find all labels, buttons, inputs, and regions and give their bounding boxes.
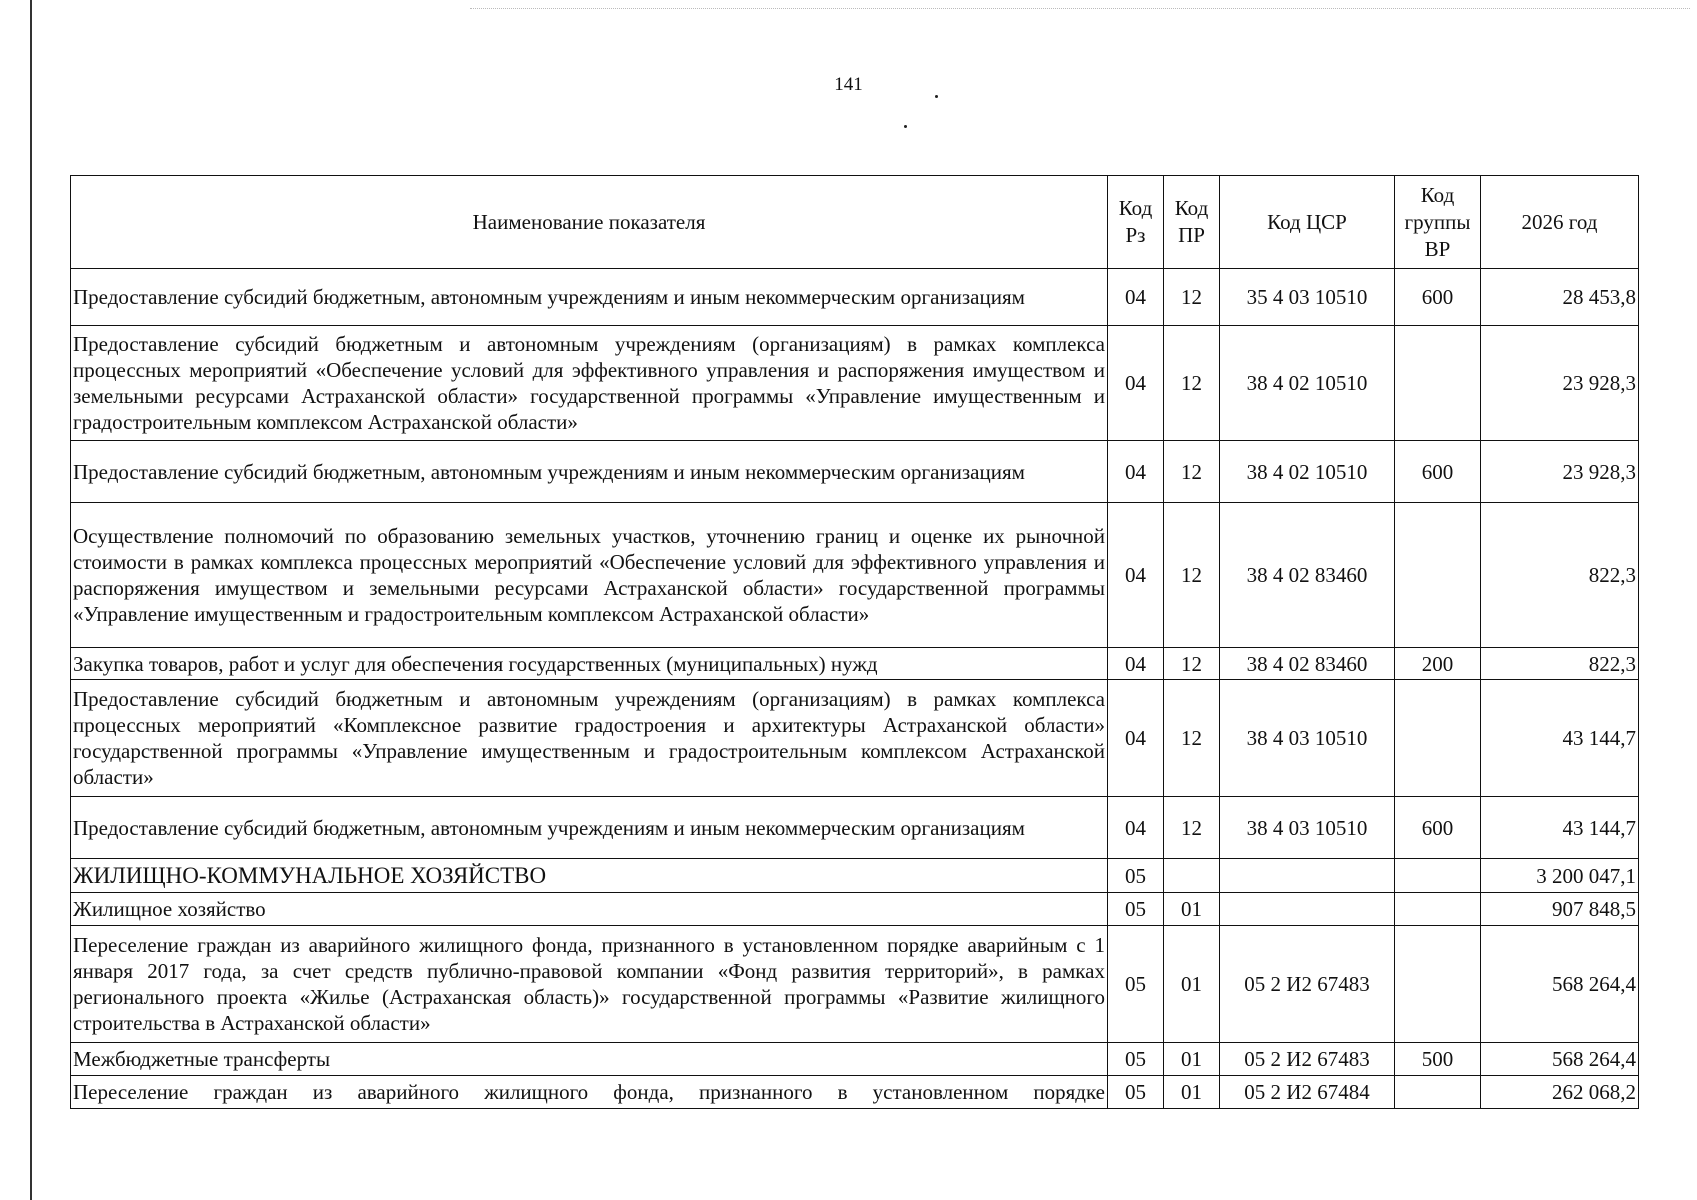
table-row (71, 269, 1639, 326)
row-csr: 05 2 И2 67483 (1220, 926, 1395, 1043)
table-header-row (71, 176, 1639, 269)
row-csr: 38 4 02 10510 (1220, 441, 1395, 503)
scan-left-edge (30, 0, 32, 1200)
row-pr: 12 (1164, 441, 1220, 503)
row-vr: 200 (1395, 648, 1481, 680)
scan-speck (904, 125, 907, 128)
row-amount: 262 068,2 (1481, 1076, 1639, 1109)
row-rz: 04 (1108, 269, 1164, 326)
row-vr (1395, 859, 1481, 893)
row-vr: 600 (1395, 441, 1481, 503)
budget-table (70, 175, 1639, 1109)
row-name: ЖИЛИЩНО-КОММУНАЛЬНОЕ ХОЗЯЙСТВО (71, 859, 1108, 893)
row-csr: 38 4 02 10510 (1220, 326, 1395, 441)
table-row (71, 859, 1639, 893)
row-name: Предоставление субсидий бюджетным, автономным учреждениям и иным некоммерческим организациям (71, 797, 1108, 859)
row-amount: 568 264,4 (1481, 926, 1639, 1043)
row-pr: 12 (1164, 269, 1220, 326)
row-pr: 01 (1164, 1076, 1220, 1109)
row-name: Предоставление субсидий бюджетным, автономным учреждениям и иным некоммерческим организациям (71, 441, 1108, 503)
row-name: Предоставление субсидий бюджетным, автономным учреждениям и иным некоммерческим организациям (71, 269, 1108, 326)
row-name: Жилищное хозяйство (71, 893, 1108, 926)
row-vr (1395, 1076, 1481, 1109)
page-number: 141 (834, 74, 863, 95)
table-row (71, 680, 1639, 797)
row-vr (1395, 893, 1481, 926)
row-csr: 05 2 И2 67483 (1220, 1043, 1395, 1076)
row-pr (1164, 859, 1220, 893)
row-name: Осуществление полномочий по образованию земельных участков, уточнению границ и оценке их рыночной стоимости в рамках комплекса процессных мероприятий «Обеспечение условий для эффективного управления и распоряжения имуществом и земельными ресурсами Астраханской области» государственной программы «Управление имущественным и градостроительным комплексом Астраханской области» (71, 503, 1108, 648)
table-row (71, 926, 1639, 1043)
row-rz: 04 (1108, 326, 1164, 441)
row-name: Закупка товаров, работ и услуг для обеспечения государственных (муниципальных) нужд (71, 648, 1108, 680)
row-csr: 35 4 03 10510 (1220, 269, 1395, 326)
row-pr: 12 (1164, 503, 1220, 648)
row-amount: 3 200 047,1 (1481, 859, 1639, 893)
table-row (71, 1043, 1639, 1076)
row-csr: 38 4 02 83460 (1220, 503, 1395, 648)
row-vr: 500 (1395, 1043, 1481, 1076)
row-pr: 12 (1164, 326, 1220, 441)
table-row (71, 503, 1639, 648)
row-rz: 04 (1108, 797, 1164, 859)
header-rz: Код Рз (1108, 176, 1164, 269)
row-pr: 01 (1164, 893, 1220, 926)
row-pr: 01 (1164, 1043, 1220, 1076)
row-amount: 907 848,5 (1481, 893, 1639, 926)
row-csr: 05 2 И2 67484 (1220, 1076, 1395, 1109)
table-row (71, 1076, 1639, 1109)
row-vr (1395, 503, 1481, 648)
row-csr: 38 4 03 10510 (1220, 797, 1395, 859)
row-amount: 28 453,8 (1481, 269, 1639, 326)
row-rz: 05 (1108, 926, 1164, 1043)
row-name: Предоставление субсидий бюджетным и автономным учреждениям (организациям) в рамках комплекса процессных мероприятий «Обеспечение условий для эффективного управления и распоряжения имуществом и земельными ресурсами Астраханской области» государственной программы «Управление имущественным и градостроительным комплексом Астраханской области» (71, 326, 1108, 441)
row-rz: 05 (1108, 893, 1164, 926)
table-row (71, 441, 1639, 503)
row-vr (1395, 680, 1481, 797)
row-vr (1395, 326, 1481, 441)
row-rz: 04 (1108, 503, 1164, 648)
header-csr: Код ЦСР (1220, 176, 1395, 269)
row-name: Межбюджетные трансферты (71, 1043, 1108, 1076)
row-rz: 05 (1108, 1076, 1164, 1109)
row-amount: 23 928,3 (1481, 441, 1639, 503)
row-pr: 01 (1164, 926, 1220, 1043)
row-amount: 43 144,7 (1481, 797, 1639, 859)
header-year: 2026 год (1481, 176, 1639, 269)
row-rz: 04 (1108, 441, 1164, 503)
row-amount: 43 144,7 (1481, 680, 1639, 797)
row-amount: 822,3 (1481, 503, 1639, 648)
row-rz: 05 (1108, 859, 1164, 893)
row-vr (1395, 926, 1481, 1043)
row-csr (1220, 859, 1395, 893)
row-pr: 12 (1164, 648, 1220, 680)
row-pr: 12 (1164, 680, 1220, 797)
table-row (71, 797, 1639, 859)
row-amount: 23 928,3 (1481, 326, 1639, 441)
row-name: Переселение граждан из аварийного жилищного фонда, признанного в установленном порядке (71, 1076, 1108, 1109)
table-row (71, 893, 1639, 926)
row-name: Предоставление субсидий бюджетным и автономным учреждениям (организациям) в рамках комплекса процессных мероприятий «Комплексное развитие градостроения и архитектуры Астраханской области» государственной программы «Управление имущественным и градостроительным комплексом Астраханской области» (71, 680, 1108, 797)
row-vr: 600 (1395, 797, 1481, 859)
row-rz: 05 (1108, 1043, 1164, 1076)
header-vr: Код группы ВР (1395, 176, 1481, 269)
row-pr: 12 (1164, 797, 1220, 859)
row-vr: 600 (1395, 269, 1481, 326)
row-csr: 38 4 03 10510 (1220, 680, 1395, 797)
header-pr: Код ПР (1164, 176, 1220, 269)
row-amount: 822,3 (1481, 648, 1639, 680)
scan-top-edge (470, 8, 1690, 9)
row-rz: 04 (1108, 648, 1164, 680)
row-rz: 04 (1108, 680, 1164, 797)
table-row (71, 326, 1639, 441)
table-row (71, 648, 1639, 680)
scan-speck (935, 95, 938, 98)
row-name: Переселение граждан из аварийного жилищного фонда, признанного в установленном порядке аварийным с 1 января 2017 года, за счет средств публично-правовой компании «Фонд развития территорий», в рамках регионального проекта «Жилье (Астраханская область)» государственной программы «Развитие жилищного строительства в Астраханской области» (71, 926, 1108, 1043)
row-amount: 568 264,4 (1481, 1043, 1639, 1076)
row-csr (1220, 893, 1395, 926)
row-csr: 38 4 02 83460 (1220, 648, 1395, 680)
header-name: Наименование показателя (71, 176, 1108, 269)
